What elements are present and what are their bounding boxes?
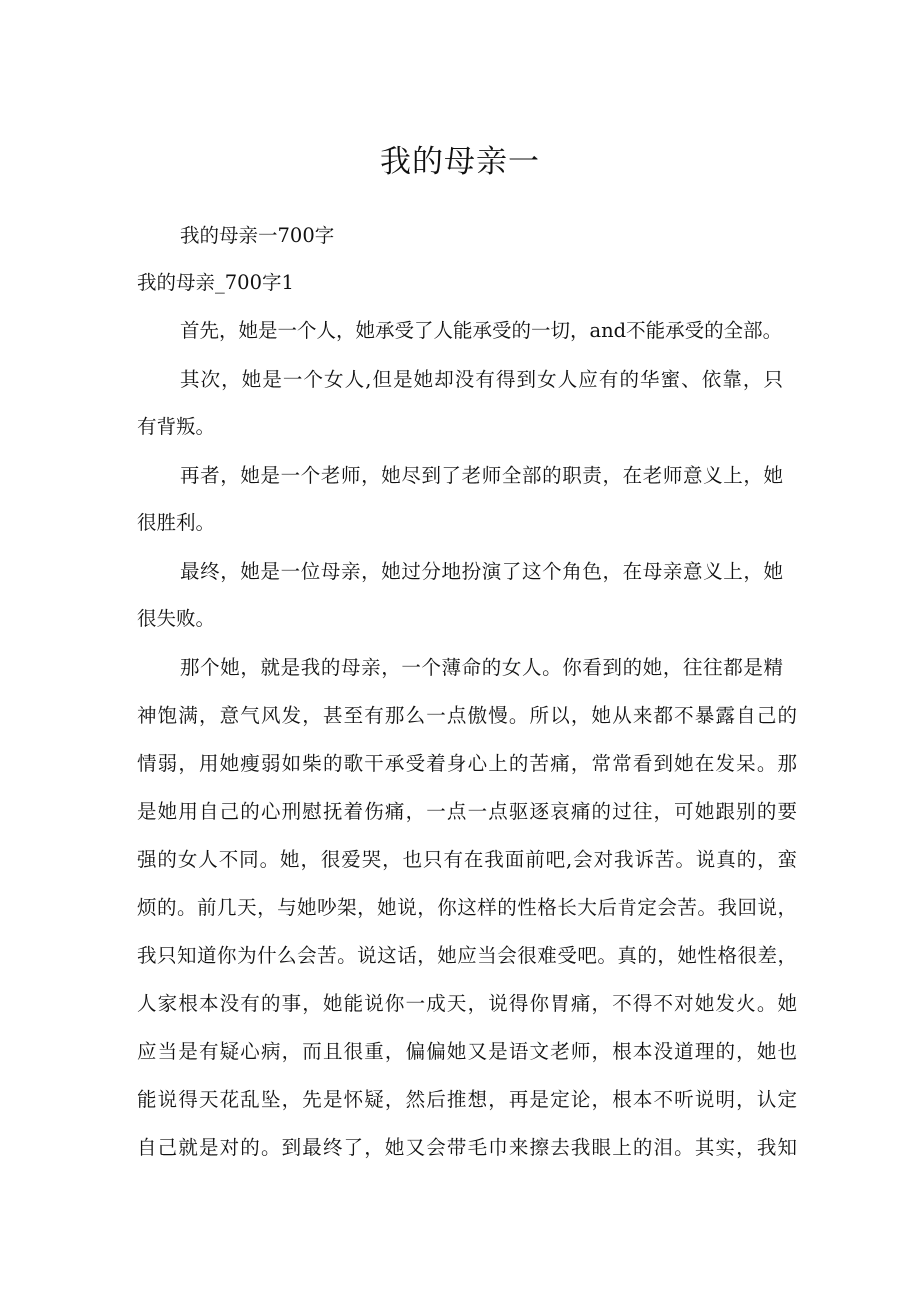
document-subtitle: 我的母亲一700字 <box>180 224 335 247</box>
text-line: 再者，她是一个老师，她尽到了老师全部的职责，在老师意义上，她 <box>180 464 783 487</box>
text-line: 神饱满，意气风发，甚至有那么一点傲慢。所以，她从来都不暴露自己的 <box>137 704 797 727</box>
text-line: 首先，她是一个人，她承受了人能承受的一切，and不能承受的全部。 <box>180 319 783 342</box>
document-title: 我的母亲一 <box>380 144 540 180</box>
text-line: 那个她，就是我的母亲，一个薄命的女人。你看到的她，往往都是精 <box>180 656 783 679</box>
text-line: 其次，她是一个女人,但是她却没有得到女人应有的华蜜、依靠，只 <box>180 368 783 391</box>
section-heading: 我的母亲_700字1 <box>137 271 294 294</box>
text-line: 我只知道你为什么会苦。说这话，她应当会很难受吧。真的，她性格很差， <box>137 944 797 967</box>
text-line: 强的女人不同。她，很爱哭，也只有在我面前吧,会对我诉苦。说真的，蛮 <box>137 848 797 871</box>
text-line: 情弱，用她瘦弱如柴的歌干承受着身心上的苦痛，常常看到她在发呆。那 <box>137 752 797 775</box>
text-line: 很失败。 <box>137 607 216 630</box>
text-line: 烦的。前几天，与她吵架，她说，你这样的性格长大后肯定会苦。我回说， <box>137 896 797 919</box>
text-line: 能说得天花乱坠，先是怀疑，然后推想，再是定论，根本不听说明，认定 <box>137 1088 797 1111</box>
text-line: 人家根本没有的事，她能说你一成天，说得你胃痛，不得不对她发火。她 <box>137 992 797 1015</box>
text-line: 最终，她是一位母亲，她过分地扮演了这个角色，在母亲意义上，她 <box>180 560 783 583</box>
text-line: 很胜利。 <box>137 511 216 534</box>
text-line: 应当是有疑心病，而且很重，偏偏她又是语文老师，根本没道理的，她也 <box>137 1040 797 1063</box>
text-line: 有背叛。 <box>137 415 216 438</box>
text-line: 自己就是对的。到最终了，她又会带毛巾来擦去我眼上的泪。其实，我知 <box>137 1136 797 1159</box>
text-line: 是她用自己的心刑慰抚着伤痛，一点一点驱逐哀痛的过往，可她跟别的要 <box>137 800 797 823</box>
